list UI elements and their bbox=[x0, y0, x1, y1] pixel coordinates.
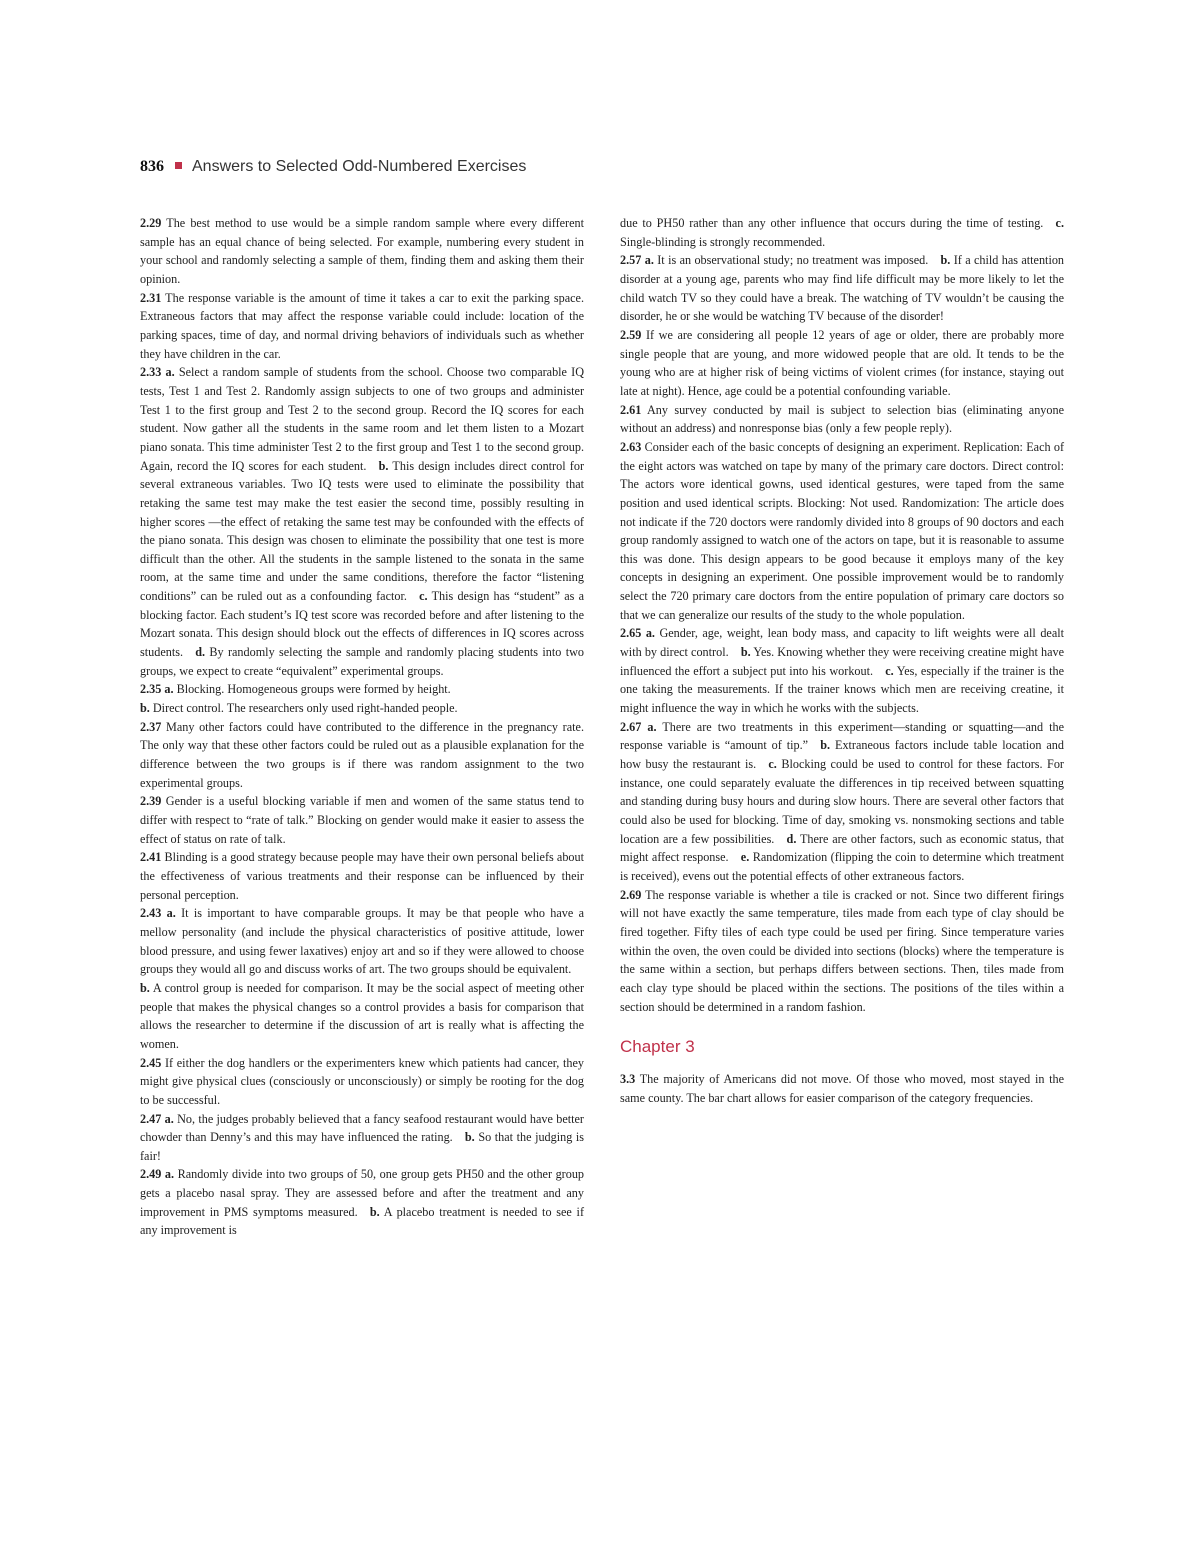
part-text: A control group is needed for comparison. It may be the social aspect of meeting other people that makes the physical changes so a control provides a basis for comparison that allows the researcher to determine if the discussion of art is really what is affecting the women. bbox=[140, 980, 585, 1051]
exercise-number: 2.45 bbox=[140, 1055, 162, 1070]
part-label: d. bbox=[786, 831, 797, 846]
exercise-number: 2.31 bbox=[140, 290, 162, 305]
exercise-number: 2.39 bbox=[140, 794, 162, 809]
answer-item bbox=[140, 214, 584, 289]
part-label: a. bbox=[644, 253, 654, 268]
exercise-number: 2.29 bbox=[140, 216, 162, 230]
exercise-number: 2.65 bbox=[620, 626, 642, 641]
part-text: Blocking. Homogeneous groups were formed by height. bbox=[176, 682, 451, 697]
exercise-number: 2.41 bbox=[140, 850, 162, 865]
part-label: b. bbox=[378, 458, 389, 473]
part-text: If a child has attention disorder at a young age, parents who may find life difficult may be more likely to let the child watch TV so they could have a break. The watching of TV wouldn’t be causing the disorder, he or she would be watching TV because of the disorder! bbox=[620, 253, 1065, 324]
exercise-number: 2.33 bbox=[140, 365, 162, 380]
part-text: Direct control. The researchers only used right-handed people. bbox=[152, 701, 458, 716]
answer-item bbox=[140, 1054, 584, 1110]
answer-item bbox=[620, 438, 1064, 625]
part-text: There are two treatments in this experiment—standing or squatting—and the response variable is “amount of tip.” bbox=[620, 719, 1064, 753]
part-text: Randomization (flipping the coin to determine which treatment is received), evens out the potential effects of other extraneous factors. bbox=[620, 850, 1064, 883]
part-text: A placebo treatment is needed to see if any improvement is bbox=[140, 1204, 584, 1238]
running-header bbox=[140, 158, 1080, 184]
answer-item bbox=[140, 792, 584, 848]
answer-text: Many other factors could have contributed to the difference in the pregnancy rate. The only way that these other factors could be ruled out as a plausible explanation for the difference between the two groups is if there was random assignment to the two experimental groups. bbox=[140, 719, 584, 790]
part-label: c. bbox=[885, 663, 894, 678]
answer-item bbox=[620, 214, 1064, 251]
part-label: c. bbox=[419, 589, 428, 604]
answer-item bbox=[140, 718, 584, 793]
exercise-number: 2.47 bbox=[140, 1111, 162, 1126]
part-label: b. bbox=[740, 645, 751, 660]
answer-item bbox=[140, 848, 584, 904]
part-text: So that the judging is fair! bbox=[140, 1130, 585, 1163]
part-label: b. bbox=[140, 701, 150, 716]
part-text: due to PH50 rather than any other influence that occurs during the time of testing. bbox=[620, 216, 1044, 230]
answer-item bbox=[620, 886, 1064, 1017]
answer-item bbox=[620, 326, 1064, 401]
part-text: Blocking could be used to control for these factors. For instance, one could separately evaluate the differences in tip received between squatting and standing during busy hours and during slow hours. There are several other factors that could also be used for blocking. Time of day, smoking vs. nonsmoking sections and table location are a few possibilities. bbox=[620, 757, 1064, 846]
part-label: c. bbox=[1055, 216, 1064, 230]
answer-item bbox=[140, 289, 584, 364]
page-number: 836 bbox=[140, 158, 164, 175]
answer-item bbox=[140, 363, 584, 680]
part-label: a. bbox=[164, 1167, 175, 1182]
part-text: This design has “student” as a blocking factor. Each student’s IQ test score was recorded before and after listening to the Mozart sonata. This design should block out the effects of differences in IQ scores across students. bbox=[140, 589, 584, 660]
left-column bbox=[140, 214, 584, 1240]
part-label: b. bbox=[140, 980, 150, 995]
answer-text: The majority of Americans did not move. Of those who moved, most stayed in the same county. The bar chart allows for easier comparison of the category frequencies. bbox=[620, 1072, 1065, 1105]
part-label: b. bbox=[464, 1130, 475, 1145]
part-label: a. bbox=[165, 365, 175, 380]
part-label: a. bbox=[166, 906, 176, 921]
answer-text: Gender is a useful blocking variable if men and women of the same status tend to differ with respect to “rate of talk.” Blocking on gender would make it easier to assess the effect of status on rate of talk. bbox=[140, 794, 585, 846]
answer-item bbox=[620, 718, 1064, 886]
exercise-number: 2.43 bbox=[140, 906, 162, 921]
exercise-number: 2.63 bbox=[620, 439, 642, 454]
answer-text: If either the dog handlers or the experimenters knew which patients had cancer, they might give physical clues (consciously or unconsciously) or simply be rooting for the dog to be successful. bbox=[140, 1055, 584, 1107]
answer-item bbox=[140, 1110, 584, 1166]
part-label: b. bbox=[369, 1204, 380, 1219]
part-text: This design includes direct control for several extraneous variables. Two IQ tests were used to eliminate the possibility that retaking the same test may make the test easier the second time, possibly resulting in higher scores —the effect of retaking the same test may be confounded with the effects of the piano sonata. This design was chosen to eliminate the possibility that one test is more difficult than the other. All the students in the sample listened to the sonata in the same room, at the same time and under the same conditions, therefore the factor “listening conditions” can be ruled out as a confounding factor. bbox=[140, 458, 585, 604]
exercise-number: 2.67 bbox=[620, 719, 642, 734]
part-text: It is important to have comparable groups. It may be that people who have a mellow personality (and include the physical characteristics of positive attitude, lower blood pressure, and using fewer laxatives) enjoy art and so if they were allowed to choose groups they would all go and discuss works of art. The two groups should be equivalent. bbox=[140, 906, 584, 977]
exercise-number: 2.59 bbox=[620, 327, 642, 342]
exercise-number: 2.61 bbox=[620, 402, 642, 417]
exercise-number: 2.37 bbox=[140, 719, 162, 734]
part-text: Single-blinding is strongly recommended. bbox=[620, 234, 826, 249]
answer-text: Blinding is a good strategy because people may have their own personal beliefs about the effectiveness of various treatments and their response can be influenced by their personal perception. bbox=[140, 850, 585, 902]
part-label: e. bbox=[740, 850, 750, 865]
part-text: Extraneous factors include table location and how busy the restaurant is. bbox=[620, 738, 1064, 772]
exercise-number: 2.49 bbox=[140, 1167, 162, 1182]
part-label: a. bbox=[164, 682, 174, 697]
exercise-number: 2.57 bbox=[620, 253, 642, 268]
answer-item bbox=[140, 904, 584, 1053]
exercise-number: 3.3 bbox=[620, 1072, 636, 1087]
answer-item bbox=[140, 1165, 584, 1240]
part-text: There are other factors, such as economic status, that might affect response. bbox=[620, 831, 1064, 865]
part-text: Randomly divide into two groups of 50, one group gets PH50 and the other group gets a placebo nasal spray. They are assessed before and after the treatment and any improvement in PMS symptoms measured. bbox=[140, 1167, 585, 1219]
part-label: b. bbox=[940, 253, 951, 268]
part-text: Gender, age, weight, lean body mass, and capacity to lift weights were all dealt with by direct control. bbox=[620, 626, 1065, 660]
part-label: b. bbox=[820, 738, 831, 753]
exercise-number: 2.35 bbox=[140, 682, 162, 697]
answer-text: Any survey conducted by mail is subject to selection bias (eliminating anyone without an address) and nonresponse bias (only a few people reply). bbox=[620, 402, 1064, 436]
exercise-number: 2.69 bbox=[620, 887, 642, 902]
part-label: a. bbox=[647, 719, 657, 734]
chapter-heading: Chapter 3 bbox=[620, 1037, 695, 1057]
part-text: No, the judges probably believed that a fancy seafood restaurant would have better chowder than Denny’s and this may have influenced the rating. bbox=[140, 1111, 584, 1145]
answer-item bbox=[620, 1070, 1064, 1107]
chapter-answers bbox=[620, 1070, 1064, 1107]
answer-text: Consider each of the basic concepts of designing an experiment. Replication: Each of the eight actors was watched on tape by many of the primary care doctors. Direct control: The actors wore identical gowns, used identical gestures, were taped from the same position and used identical scripts. Blocking: Not used. Randomization: The article does not indicate if the 720 doctors were randomly divided into 8 groups of 90 doctors and each group randomly assigned to watch one of the actors on tape, but it is reasonable to assume this was done. This design appears to be good because it employs many of the key concepts in designing an experiment. One possible improvement would be to randomly select the 720 primary care doctors from the entire population of primary care doctors so that we can generalize our results of the study to the whole population. bbox=[620, 439, 1064, 622]
answer-text: The response variable is the amount of time it takes a car to exit the parking space. Extraneous factors that may affect the response variable could include: location of the parking spaces, time of day, and normal driving behaviors of individuals such as whether they have children in the car. bbox=[140, 290, 585, 361]
part-label: d. bbox=[195, 645, 206, 660]
answer-text: The best method to use would be a simple random sample where every different sample has an equal chance of being selected. For example, numbering every student in your school and randomly selecting a sample of them, finding them and asking them their opinion. bbox=[140, 216, 584, 286]
answer-text: If we are considering all people 12 years of age or older, there are probably more single people that are young, and more widowed people that are old. It tends to be the young who are at higher risk of being victims of violent crimes (for instance, staying out late at night). Hence, age could be a potential confounding variable. bbox=[620, 327, 1064, 398]
part-text: By randomly selecting the sample and randomly placing students into two groups, we expect to create “equivalent” experimental groups. bbox=[140, 645, 584, 678]
part-label: a. bbox=[645, 626, 655, 641]
part-text: It is an observational study; no treatment was imposed. bbox=[657, 253, 929, 268]
answer-text: The response variable is whether a tile is cracked or not. Since two different firings will not have exactly the same temperature, tiles made from each type of clay should be fired together. Fifty tiles of each type could be used per firing. Since temperature varies within the oven, the oven could be divided into sections (blocks) where the temperature is the same within a section, but perhaps differs between sections. Then, tiles made from each clay type should be placed within the sections. The positions of the tiles within a section should be determined in a random fashion. bbox=[620, 887, 1064, 1014]
part-label: c. bbox=[768, 757, 777, 772]
part-text: Select a random sample of students from the school. Choose two comparable IQ tests, Test 1 and Test 2. Randomly assign subjects to one of two groups and administer Test 1 to the first group and Test 2 to the second group. Record the IQ scores for each student. Now gather all the students in the same room and let them listen to a Mozart piano sonata. This time administer Test 2 to the first group and Test 1 to the second group. Again, record the IQ scores for each student. bbox=[140, 365, 585, 473]
running-title: Answers to Selected Odd-Numbered Exercises bbox=[192, 158, 527, 175]
right-column bbox=[620, 214, 1064, 1108]
answer-item bbox=[140, 680, 584, 717]
header-bullet-icon bbox=[175, 162, 182, 169]
part-text: Yes. Knowing whether they were receiving creatine might have influenced the effort a subject put into his workout. bbox=[620, 645, 1064, 678]
answer-item bbox=[620, 401, 1064, 438]
answer-item bbox=[620, 624, 1064, 717]
right-column-answers bbox=[620, 214, 1064, 1016]
answer-item bbox=[620, 251, 1064, 326]
part-label: a. bbox=[164, 1111, 174, 1126]
part-text: Yes, especially if the trainer is the one taking the measurements. If the trainer knows which men are receiving creatine, it might influence the way in which he works with the subjects. bbox=[620, 663, 1064, 716]
